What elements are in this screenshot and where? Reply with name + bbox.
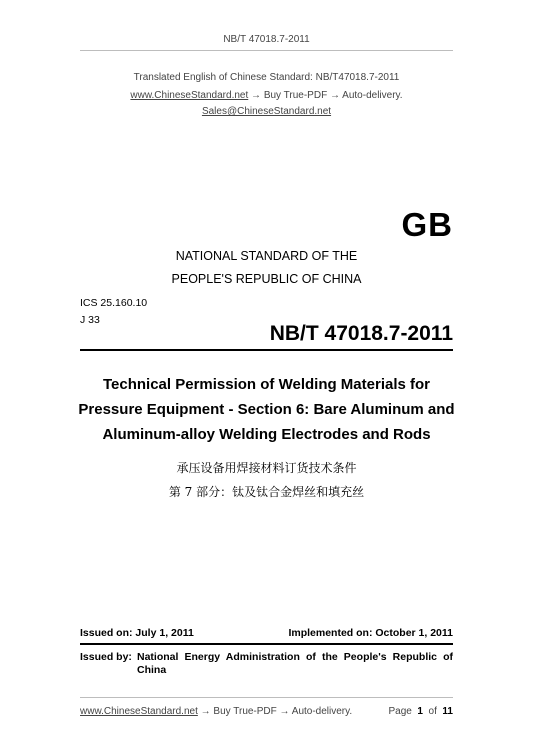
issued-on-date: Issued on: July 1, 2011 — [80, 627, 194, 639]
chinese-title-line2: 第 7 部分：钛及钛合金焊丝和填充丝 — [168, 485, 365, 499]
page-number: 1 — [417, 706, 423, 717]
sales-line — [0, 106, 533, 117]
issue-rule — [80, 643, 453, 645]
sales-email-link[interactable]: Sales@ChineseStandard.net — [201, 106, 332, 117]
of-label: of — [428, 706, 437, 717]
promo-line — [0, 90, 533, 101]
footer-divider — [80, 697, 453, 698]
page-total: 11 — [442, 706, 453, 717]
title-line-1: Technical Permission of Welding Materials for — [102, 376, 431, 393]
running-header: NB/T 47018.7-2011 — [223, 34, 310, 45]
footer-promo — [80, 706, 352, 717]
national-standard-line1: NATIONAL STANDARD OF THE — [175, 249, 358, 263]
footer-site-link[interactable]: www.ChineseStandard.net — [80, 706, 198, 717]
promo-text: → Buy True-PDF → Auto-delivery. — [248, 90, 403, 101]
site-link[interactable]: www.ChineseStandard.net — [130, 90, 249, 101]
ics-code: ICS 25.160.10 — [80, 297, 148, 309]
implemented-on-date: Implemented on: October 1, 2011 — [288, 627, 453, 639]
page-label: Page — [388, 706, 412, 717]
issued-by-authority: National Energy Administration of the People's Republic of China — [137, 651, 453, 676]
chinese-title-line1: 承压设备用焊接材料订货技术条件 — [176, 461, 357, 475]
j-code: J 33 — [80, 314, 100, 326]
issued-by-label: Issued by: — [80, 651, 132, 663]
title-line-2: Pressure Equipment - Section 6: Bare Aluminum and — [78, 401, 455, 418]
document-title — [0, 372, 533, 447]
footer-promo-text: → Buy True-PDF → Auto-delivery. — [197, 706, 353, 717]
standard-number: NB/T 47018.7-2011 — [269, 322, 453, 345]
national-standard-line2: PEOPLE'S REPUBLIC OF CHINA — [171, 272, 362, 286]
page-indicator — [388, 706, 453, 717]
title-line-3: Aluminum-alloy Welding Electrodes and Rods — [102, 426, 431, 443]
header-divider — [80, 50, 453, 51]
gb-mark: GB — [401, 206, 453, 243]
standard-number-rule — [80, 349, 453, 351]
translation-notice: Translated English of Chinese Standard: NB/T47018.7-2011 — [133, 72, 400, 83]
